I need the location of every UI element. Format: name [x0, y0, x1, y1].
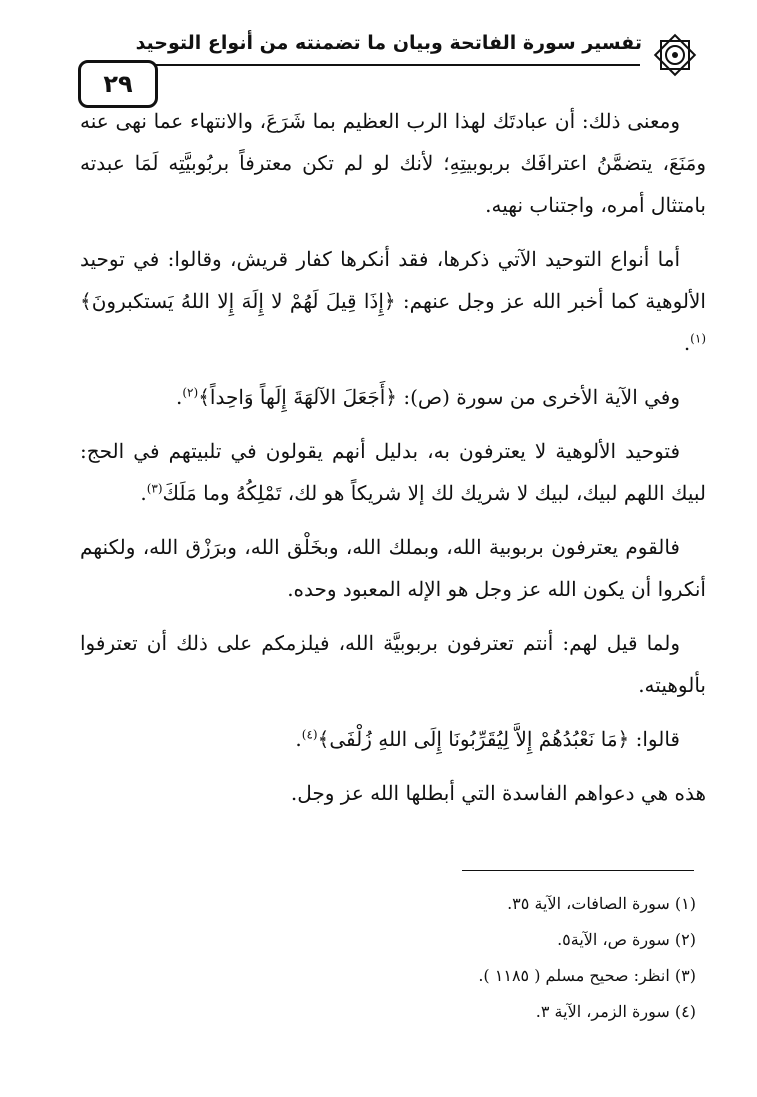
footnote-2: (٢) سورة ص، الآية٥.: [557, 930, 696, 949]
paragraph-8: هذه هي دعواهم الفاسدة التي أبطلها الله عز وجل.: [290, 781, 706, 805]
star-ornament-icon: [650, 30, 700, 80]
footnote-ref-1[interactable]: (١): [690, 331, 706, 346]
footnote-ref-3[interactable]: (٣): [146, 481, 163, 496]
main-text: [80, 100, 706, 826]
page-header: [72, 22, 700, 98]
paragraph-6: ولما قيل لهم: أنتم تعترفون بربوبيَّة الله، فيلزمكم على ذلك أن تعترفوا بألوهيته.: [80, 631, 706, 697]
paragraph-3: وفي الآية الأخرى من سورة (ص): ﴿أَجَعَلَ الآلهَةَ إِلَهاً وَاحِداً﴾$^{(٢)}$.: [176, 385, 680, 409]
paragraph-7: قالوا: ﴿مَا نَعْبُدُهُمْ إِلاَّ لِيُقَرِّبُونَا إِلَى اللهِ زُلْفَى﴾$^{(٤)}$.: [295, 727, 680, 751]
footnote-1: (١) سورة الصافات، الآية ٣٥.: [507, 894, 696, 913]
paragraph-5: فالقوم يعترفون بربوبية الله، وبملك الله، وبخَلْق الله، وبرَزْق الله، ولكنهم أنكروا أن يكون الله عز وجل هو الإله المعبود وحده.: [80, 535, 706, 601]
footnote-ref-2[interactable]: (٢): [182, 385, 199, 400]
paragraph-1: ومعنى ذلك: أن عبادتَك لهذا الرب العظيم بما شَرَعَ، والانتهاء عما نهى عنه ومَنَعَ، يتضمَّنُ اعترافَك بربوبيتِهِ؛ لأنك لو لم تكن معترفاً بربُوبيَّتِه لَمَا عبدته بامتثال أمره، واجتناب نهيه.: [80, 109, 706, 217]
footnote-ref-4[interactable]: (٤): [301, 727, 318, 742]
page-number: ٢٩: [78, 60, 158, 108]
footnote-4: (٤) سورة الزمر، الآية ٣.: [535, 1002, 696, 1021]
footnote-3: (٣) انظر: صحيح مسلم ( ١١٨٥ ).: [478, 966, 696, 985]
paragraph-4: فتوحيد الألوهية لا يعترفون به، بدليل أنهم يقولون في تلبيتهم في الحج: لبيك اللهم لبيك، لبيك لا شريك لك إلا شريكاً هو لك، تَمْلِكُهُ وما مَلَكَ$^{(٣)}$.: [80, 439, 706, 505]
footnote-separator: [462, 870, 694, 871]
footnotes: [300, 886, 696, 1030]
paragraph-2: أما أنواع التوحيد الآتي ذكرها، فقد أنكرها كفار قريش، وقالوا: في توحيد الألوهية كما أخبر الله عز وجل عنهم: ﴿إِذَا قِيلَ لَهُمْ لا إِلَهَ إِلا اللهُ يَستكبرونَ﴾$^{(١)}$.: [80, 247, 706, 355]
header-rule: [142, 64, 640, 66]
running-title: تفسير سورة الفاتحة وبيان ما تضمنته من أنواع التوحيد: [135, 32, 642, 54]
